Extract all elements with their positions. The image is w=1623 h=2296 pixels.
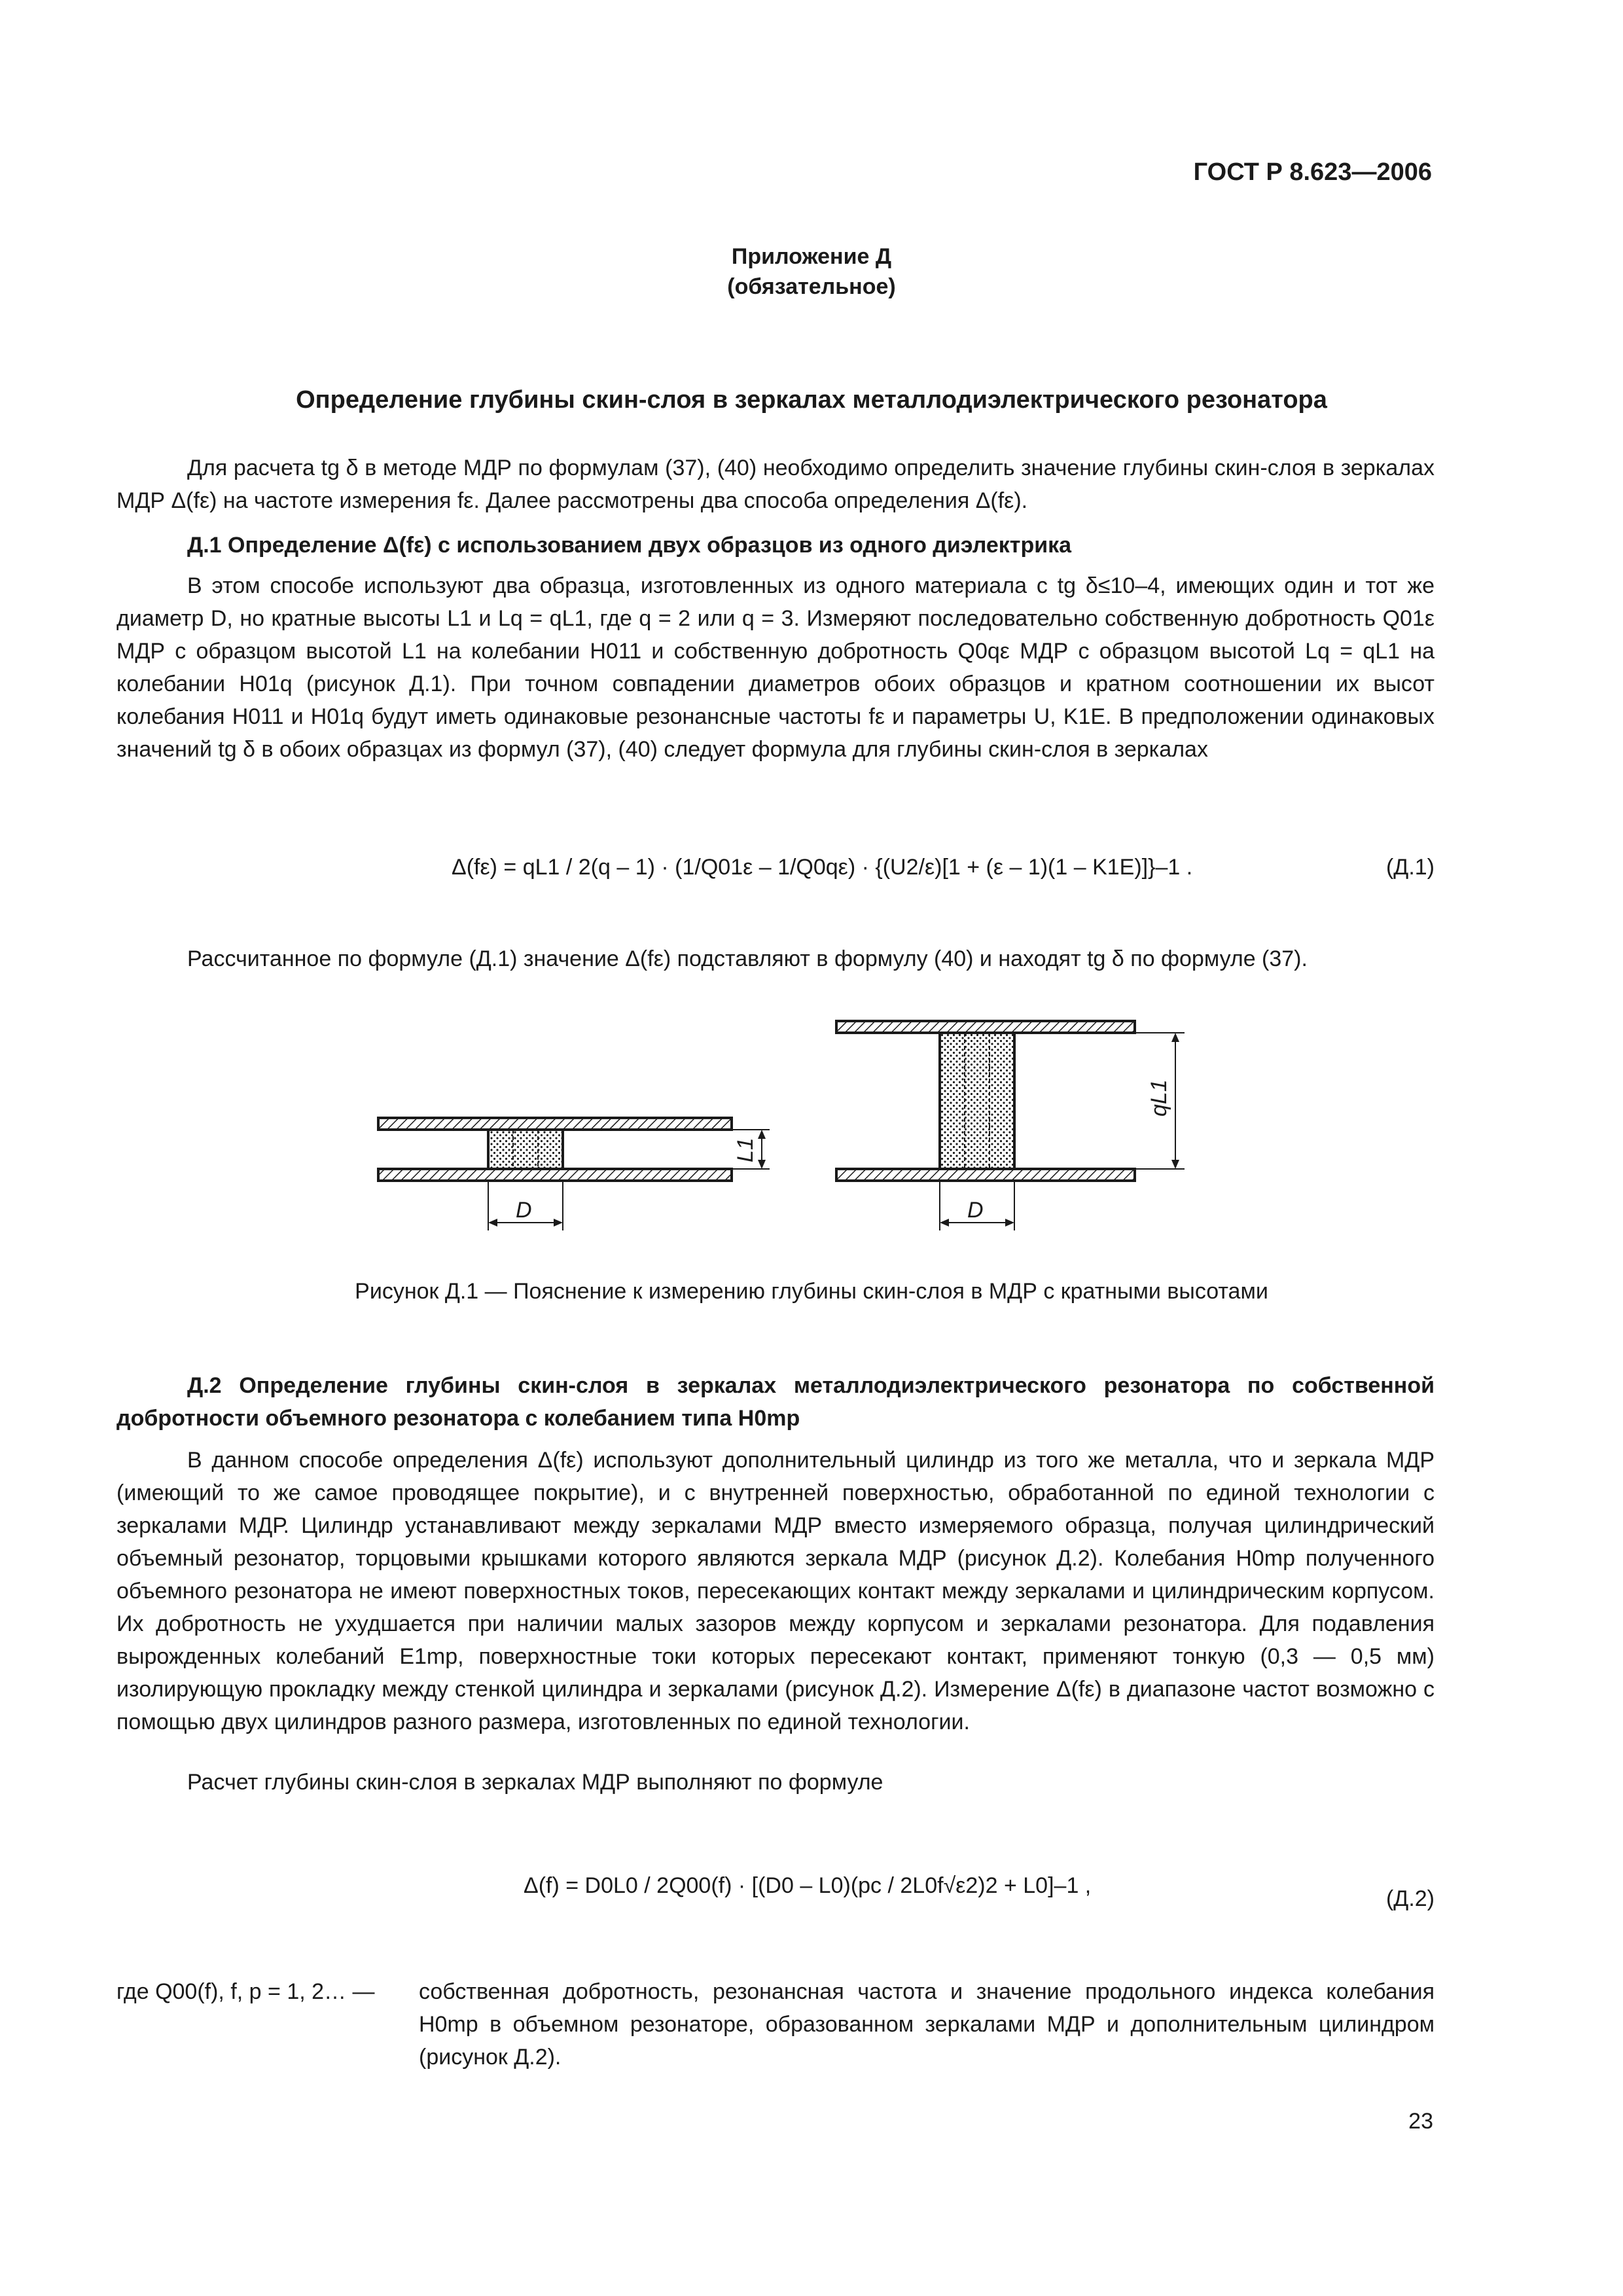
where-text: собственная добротность, резонансная частота и значение продольного индекса колебания H0mp в объемном резонаторе, образованном зеркалами МДР и дополнительным цилиндром (рисунок Д.2). <box>419 1979 1435 2070</box>
section-1-text: В этом способе используют два образца, изготовленных из одного материала с tg δ≤10–4, имеющих один и тот же диаметр D, но кратные высоты L1 и Lq = qL1, где q = 2 или q = 3. Измеряют последовательно собственную добротность Q01ε МДР с образцом высотой L1 на колебании H011 и собственную добротность Q0qε МДР с образцом высотой Lq = qL1 на колебании H01q (рисунок Д.1). При точном совпадении диаметров обоих образцов и кратном соотношении их высот колебания H011 и H01q будут иметь одинаковые резонансные частоты fε и параметры U, K1E. В предположении одинаковых значений tg δ в обоих образцах из формул (37), (40) следует формула для глубины скин-слоя в зеркалах <box>116 573 1435 762</box>
section-1-after-text: Рассчитанное по формуле (Д.1) значение Δ(fε) подставляют в формулу (40) и находят tg δ по формуле (37). <box>187 946 1308 971</box>
section-1-after <box>116 942 1435 975</box>
left-resonator <box>378 1118 770 1230</box>
right-resonator <box>836 1021 1185 1230</box>
figure-caption: Рисунок Д.1 — Пояснение к измерению глубины скин-слоя в МДР с кратными высотами <box>355 1279 1268 1304</box>
section-2-calc-intro-text: Расчет глубины скин-слоя в зеркалах МДР выполняют по формуле <box>187 1770 883 1795</box>
formula-d2: Δ(f) = D0L0 / 2Q00(f) · [(D0 – L0)(pc / 2L0f√ε2)2 + L0]–1 , <box>524 1873 1092 1898</box>
left-height-label: L1 <box>733 1138 758 1162</box>
figure-d1 <box>366 1001 1204 1263</box>
right-top-mirror <box>836 1021 1135 1033</box>
page-title: Определение глубины скин-слоя в зеркалах металлодиэлектрического резонатора <box>296 386 1327 414</box>
appendix-status: (обязательное) <box>727 274 896 299</box>
where-label: где Q00(f), f, p = 1, 2… — <box>116 1979 375 2004</box>
right-sample <box>940 1033 1014 1169</box>
right-height-label: qL1 <box>1147 1079 1171 1117</box>
section-2-heading <box>116 1369 1435 1435</box>
appendix-label: Приложение Д <box>731 244 892 269</box>
intro-paragraph <box>116 452 1435 517</box>
section-2-calc-intro <box>116 1766 1435 1799</box>
left-bottom-mirror <box>378 1169 732 1181</box>
left-sample <box>488 1130 563 1169</box>
section-2-heading-text: Д.2 Определение глубины скин-слоя в зеркалах металлодиэлектрического резонатора по собственной добротности объемного резонатора с колебанием типа H0mp <box>116 1373 1435 1431</box>
right-diameter-label: D <box>967 1198 984 1223</box>
intro-text: Для расчета tg δ в методе МДР по формулам (37), (40) необходимо определить значение глубины скин-слоя в зеркалах МДР Δ(fε) на частоте измерения fε. Далее рассмотрены два способа определения Δ(fε). <box>116 456 1435 513</box>
formula-d1-number: (Д.1) <box>1385 855 1435 880</box>
left-diameter-label: D <box>516 1198 532 1223</box>
page-number: 23 <box>1408 2109 1433 2134</box>
section-2-paragraph <box>116 1444 1435 1738</box>
section-1-paragraph <box>116 569 1435 766</box>
left-top-mirror <box>378 1118 732 1130</box>
formula-d2-number: (Д.2) <box>1385 1886 1435 1911</box>
section-1-heading-text: Д.1 Определение Δ(fε) с использованием двух образцов из одного диэлектрика <box>187 533 1072 558</box>
right-bottom-mirror <box>836 1169 1135 1181</box>
section-1-heading <box>116 529 1435 562</box>
formula-d1: Δ(fε) = qL1 / 2(q – 1) · (1/Q01ε – 1/Q0qε) · {(U2/ε)[1 + (ε – 1)(1 – K1E)]}–1 . <box>452 855 1193 880</box>
section-2-text: В данном способе определения Δ(fε) используют дополнительный цилиндр из того же металла, что и зеркала МДР (имеющий то же самое проводящее покрытие), и с внутренней поверхностью, обработанной по единой технологии с зеркалами МДР. Цилиндр устанавливают между зеркалами МДР вместо измеряемого образца, получая цилиндрический объемный резонатор, торцовыми крышками которого являются зеркала МДР (рисунок Д.2). Колебания H0mp полученного объемного резонатора не имеют поверхностных токов, пересекающих контакт между зеркалами и цилиндрическим корпусом. Их добротность не ухудшается при наличии малых зазоров между корпусом и зеркалами резонатора. Для подавления вырожденных колебаний E1mp, поверхностные токи которых пересекают контакт, применяют тонкую (0,3 — 0,5 мм) изолирующую прокладку между стенкой цилиндра и зеркалами (рисунок Д.2). Измерение Δ(fε) в диапазоне частот возможно с помощью двух цилиндров разного размера, изготовленных по единой технологии. <box>116 1448 1435 1734</box>
standard-code: ГОСТ Р 8.623—2006 <box>1193 158 1432 186</box>
